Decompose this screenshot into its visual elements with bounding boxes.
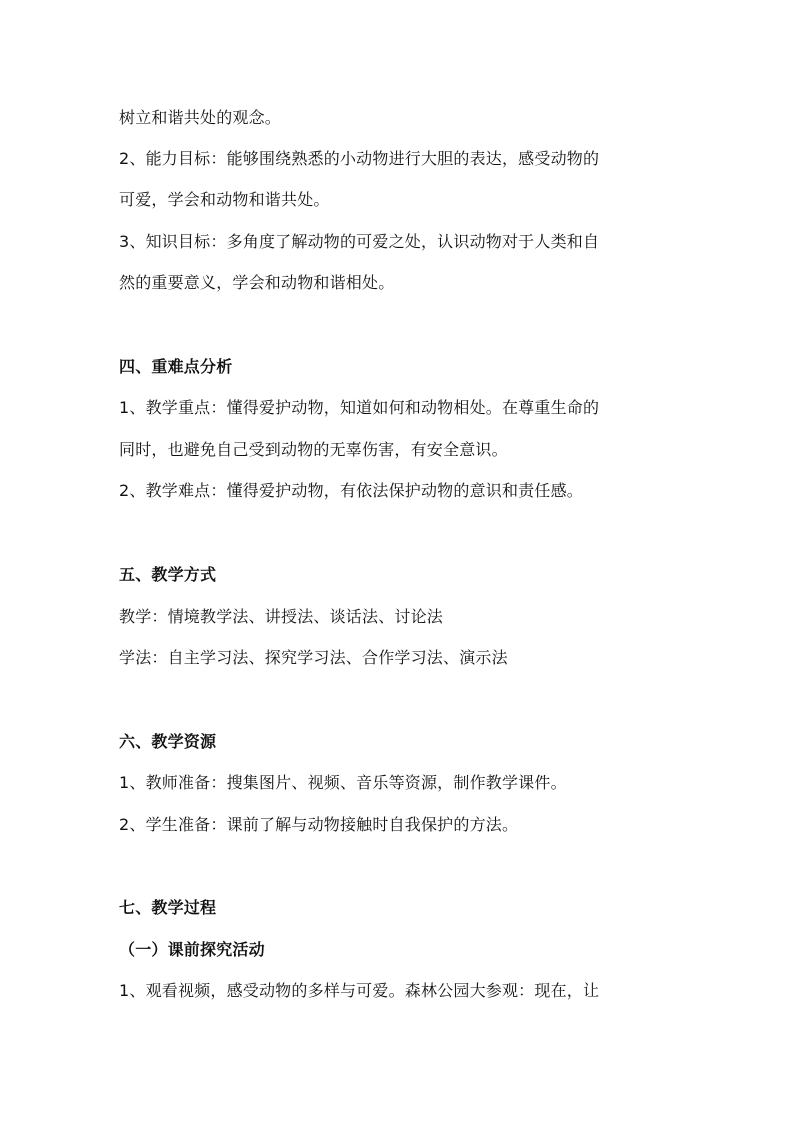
- section-heading: 七、教学过程: [119, 898, 217, 917]
- paragraph-line: 3、知识目标：多角度了解动物的可爱之处，认识动物对于人类和自: [119, 232, 600, 251]
- paragraph-line: 1、教师准备：搜集图片、视频、音乐等资源，制作教学课件。: [119, 773, 567, 792]
- paragraph-line: 2、学生准备：课前了解与动物接触时自我保护的方法。: [119, 815, 519, 834]
- paragraph-line: 2、教学难点：懂得爱护动物，有依法保护动物的意识和责任感。: [119, 481, 583, 500]
- paragraph-line: 同时，也避免自己受到动物的无辜伤害，有安全意识。: [119, 440, 508, 459]
- paragraph-line: 1、观看视频，感受动物的多样与可爱。森林公园大参观：现在，让: [119, 981, 600, 1000]
- paragraph-line: 可爱，学会和动物和谐共处。: [119, 190, 330, 209]
- subsection-heading: （一）课前探究活动: [119, 940, 265, 959]
- paragraph-line: 教学：情境教学法、讲授法、谈话法、讨论法: [119, 607, 444, 626]
- paragraph-line: 然的重要意义，学会和动物和谐相处。: [119, 273, 395, 292]
- paragraph-line: 树立和谐共处的观念。: [119, 108, 282, 127]
- paragraph-line: 1、教学重点：懂得爱护动物，知道如何和动物相处。在尊重生命的: [119, 398, 600, 417]
- paragraph-line: 2、能力目标：能够围绕熟悉的小动物进行大胆的表达，感受动物的: [119, 149, 600, 168]
- paragraph-line: 学法：自主学习法、探究学习法、合作学习法、演示法: [119, 648, 508, 667]
- section-heading: 六、教学资源: [119, 732, 217, 751]
- section-heading: 四、重难点分析: [119, 357, 233, 376]
- section-heading: 五、教学方式: [119, 565, 217, 584]
